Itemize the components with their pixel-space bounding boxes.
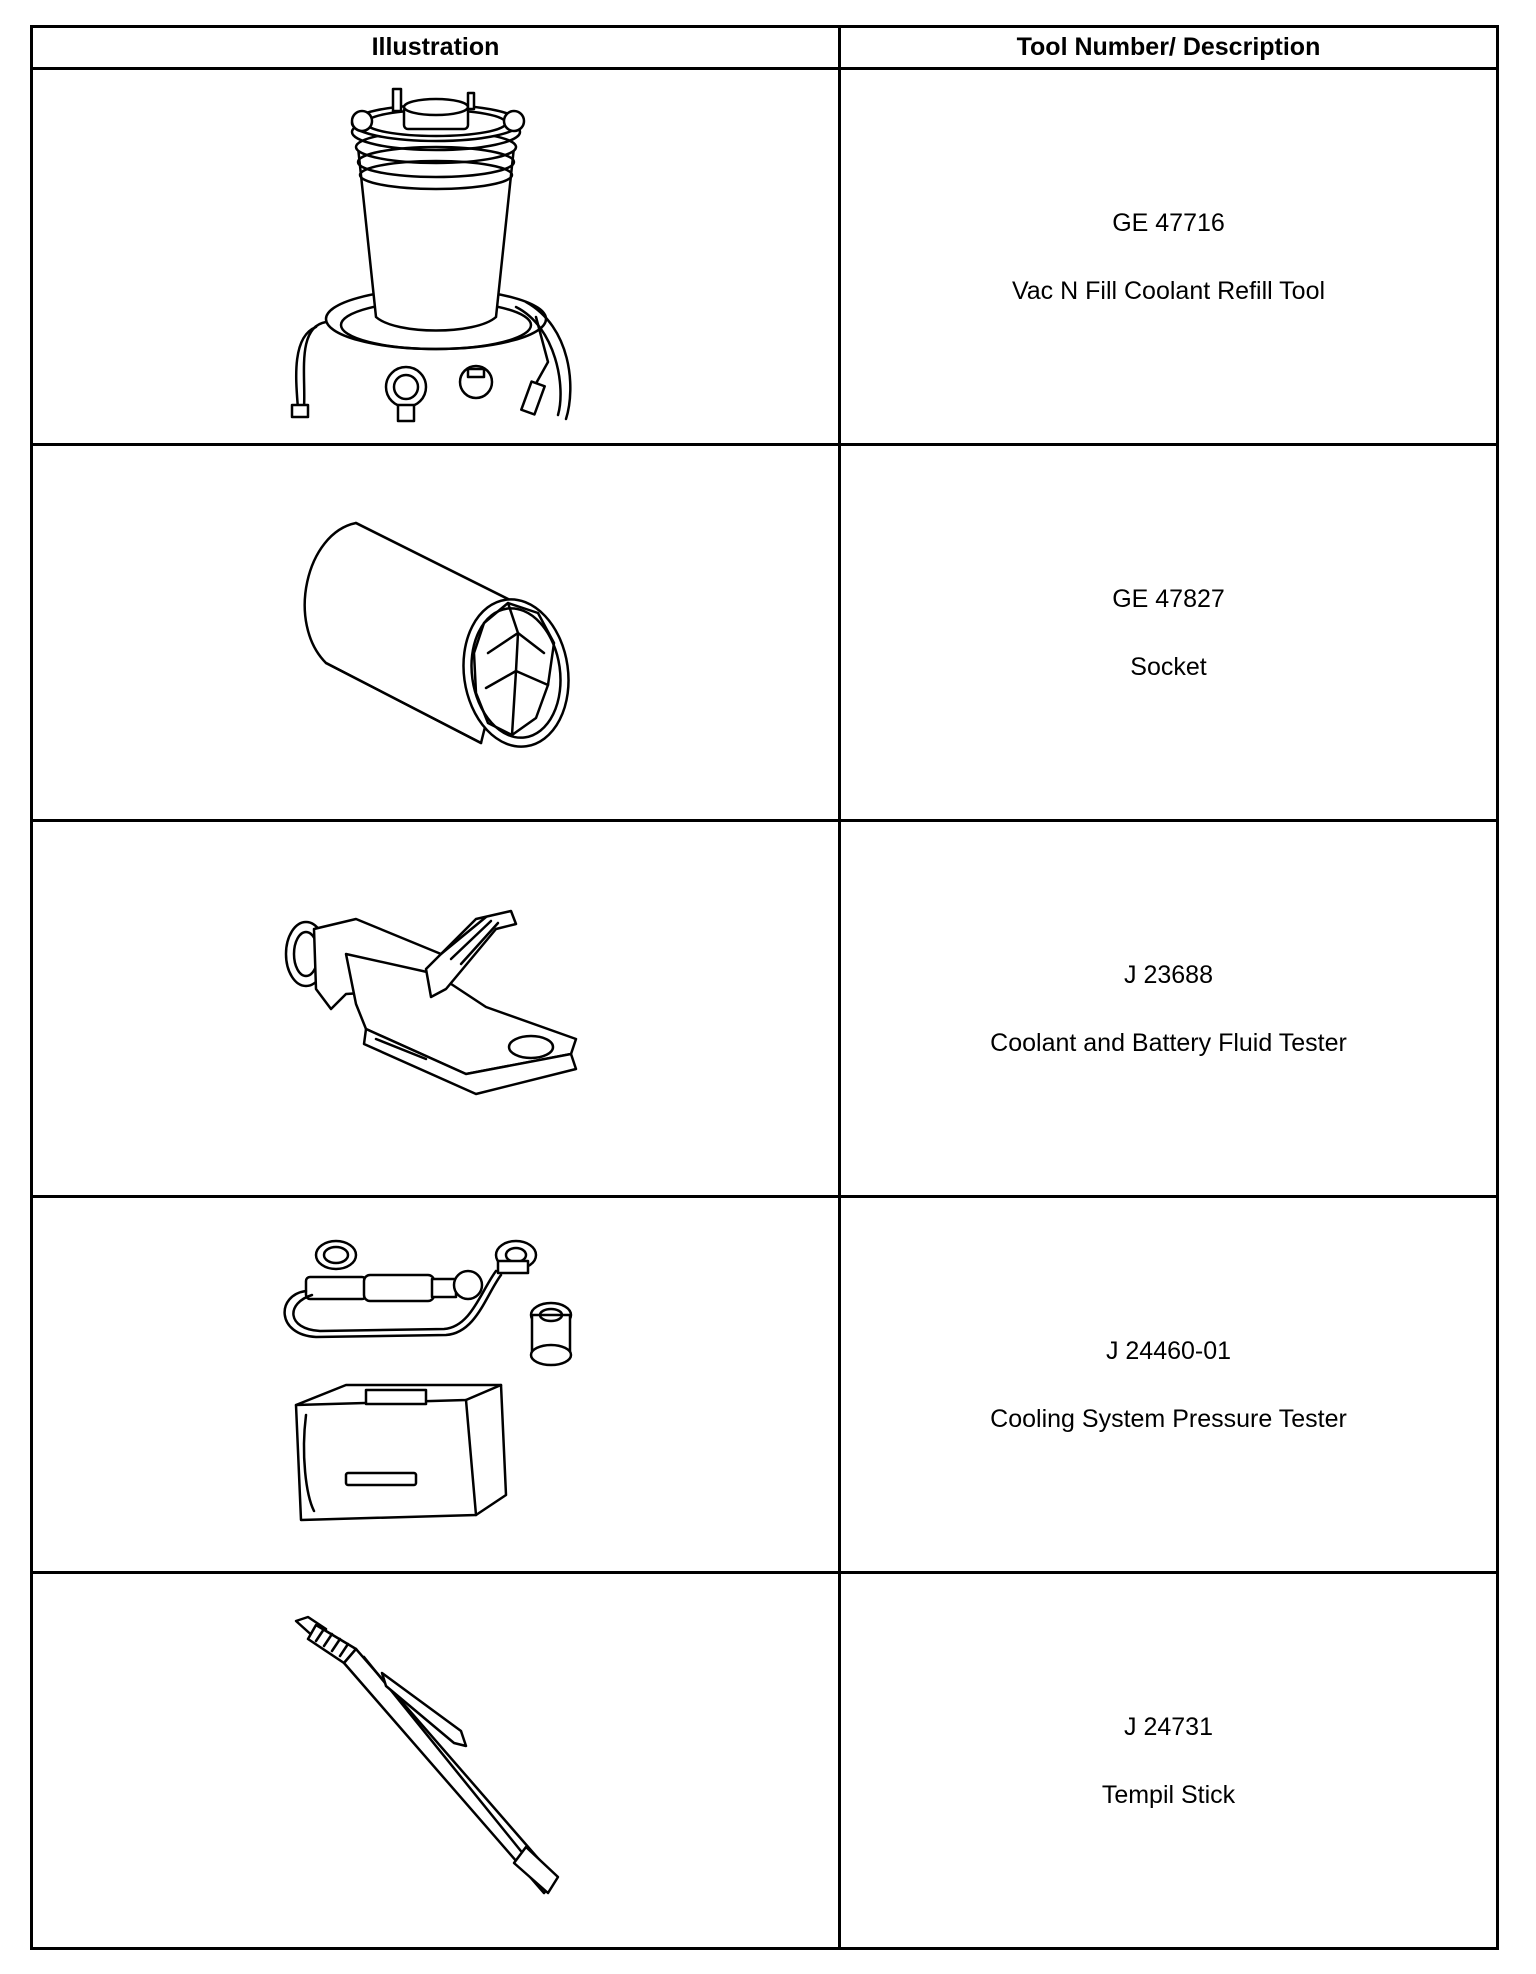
tool-description-cell: [840, 445, 1498, 821]
header-tool-description: Tool Number/ Description: [840, 27, 1498, 69]
tool-description: Coolant and Battery Fluid Tester: [990, 1028, 1347, 1057]
illustration-cell: [32, 1197, 840, 1573]
tool-description: Socket: [1130, 652, 1207, 681]
illustration-cell: [32, 445, 840, 821]
tool-number: J 24460-01: [1105, 1336, 1232, 1365]
table-header-row: [32, 27, 1498, 69]
tool-description-cell: [840, 69, 1498, 445]
table-row: [32, 1573, 1498, 1949]
table-row: [32, 69, 1498, 445]
illustration-cell: [32, 69, 840, 445]
table-row: [32, 445, 1498, 821]
socket-icon: [286, 513, 586, 753]
special-tools-table: [30, 25, 1499, 1950]
tool-number: J 24731: [1124, 1712, 1213, 1741]
header-illustration: Illustration: [32, 27, 840, 69]
tool-description-cell: [840, 1197, 1498, 1573]
illustration-cell: [32, 821, 840, 1197]
table-row: [32, 821, 1498, 1197]
tool-description-cell: [840, 1573, 1498, 1949]
fluid-tester-icon: [276, 899, 596, 1119]
tool-number: GE 47716: [1112, 208, 1225, 237]
pressure-tester-icon: [276, 1235, 596, 1535]
tool-description: Vac N Fill Coolant Refill Tool: [1011, 276, 1326, 305]
tool-description-cell: [840, 821, 1498, 1197]
coolant-refill-tool-icon: [286, 87, 586, 427]
illustration-cell: [32, 1573, 840, 1949]
tool-number: J 23688: [1124, 960, 1213, 989]
tool-description: Cooling System Pressure Tester: [990, 1404, 1347, 1433]
tool-number: GE 47827: [1112, 584, 1225, 613]
table-row: [32, 1197, 1498, 1573]
tool-description: Tempil Stick: [1101, 1780, 1236, 1809]
tempil-stick-icon: [286, 1611, 586, 1911]
